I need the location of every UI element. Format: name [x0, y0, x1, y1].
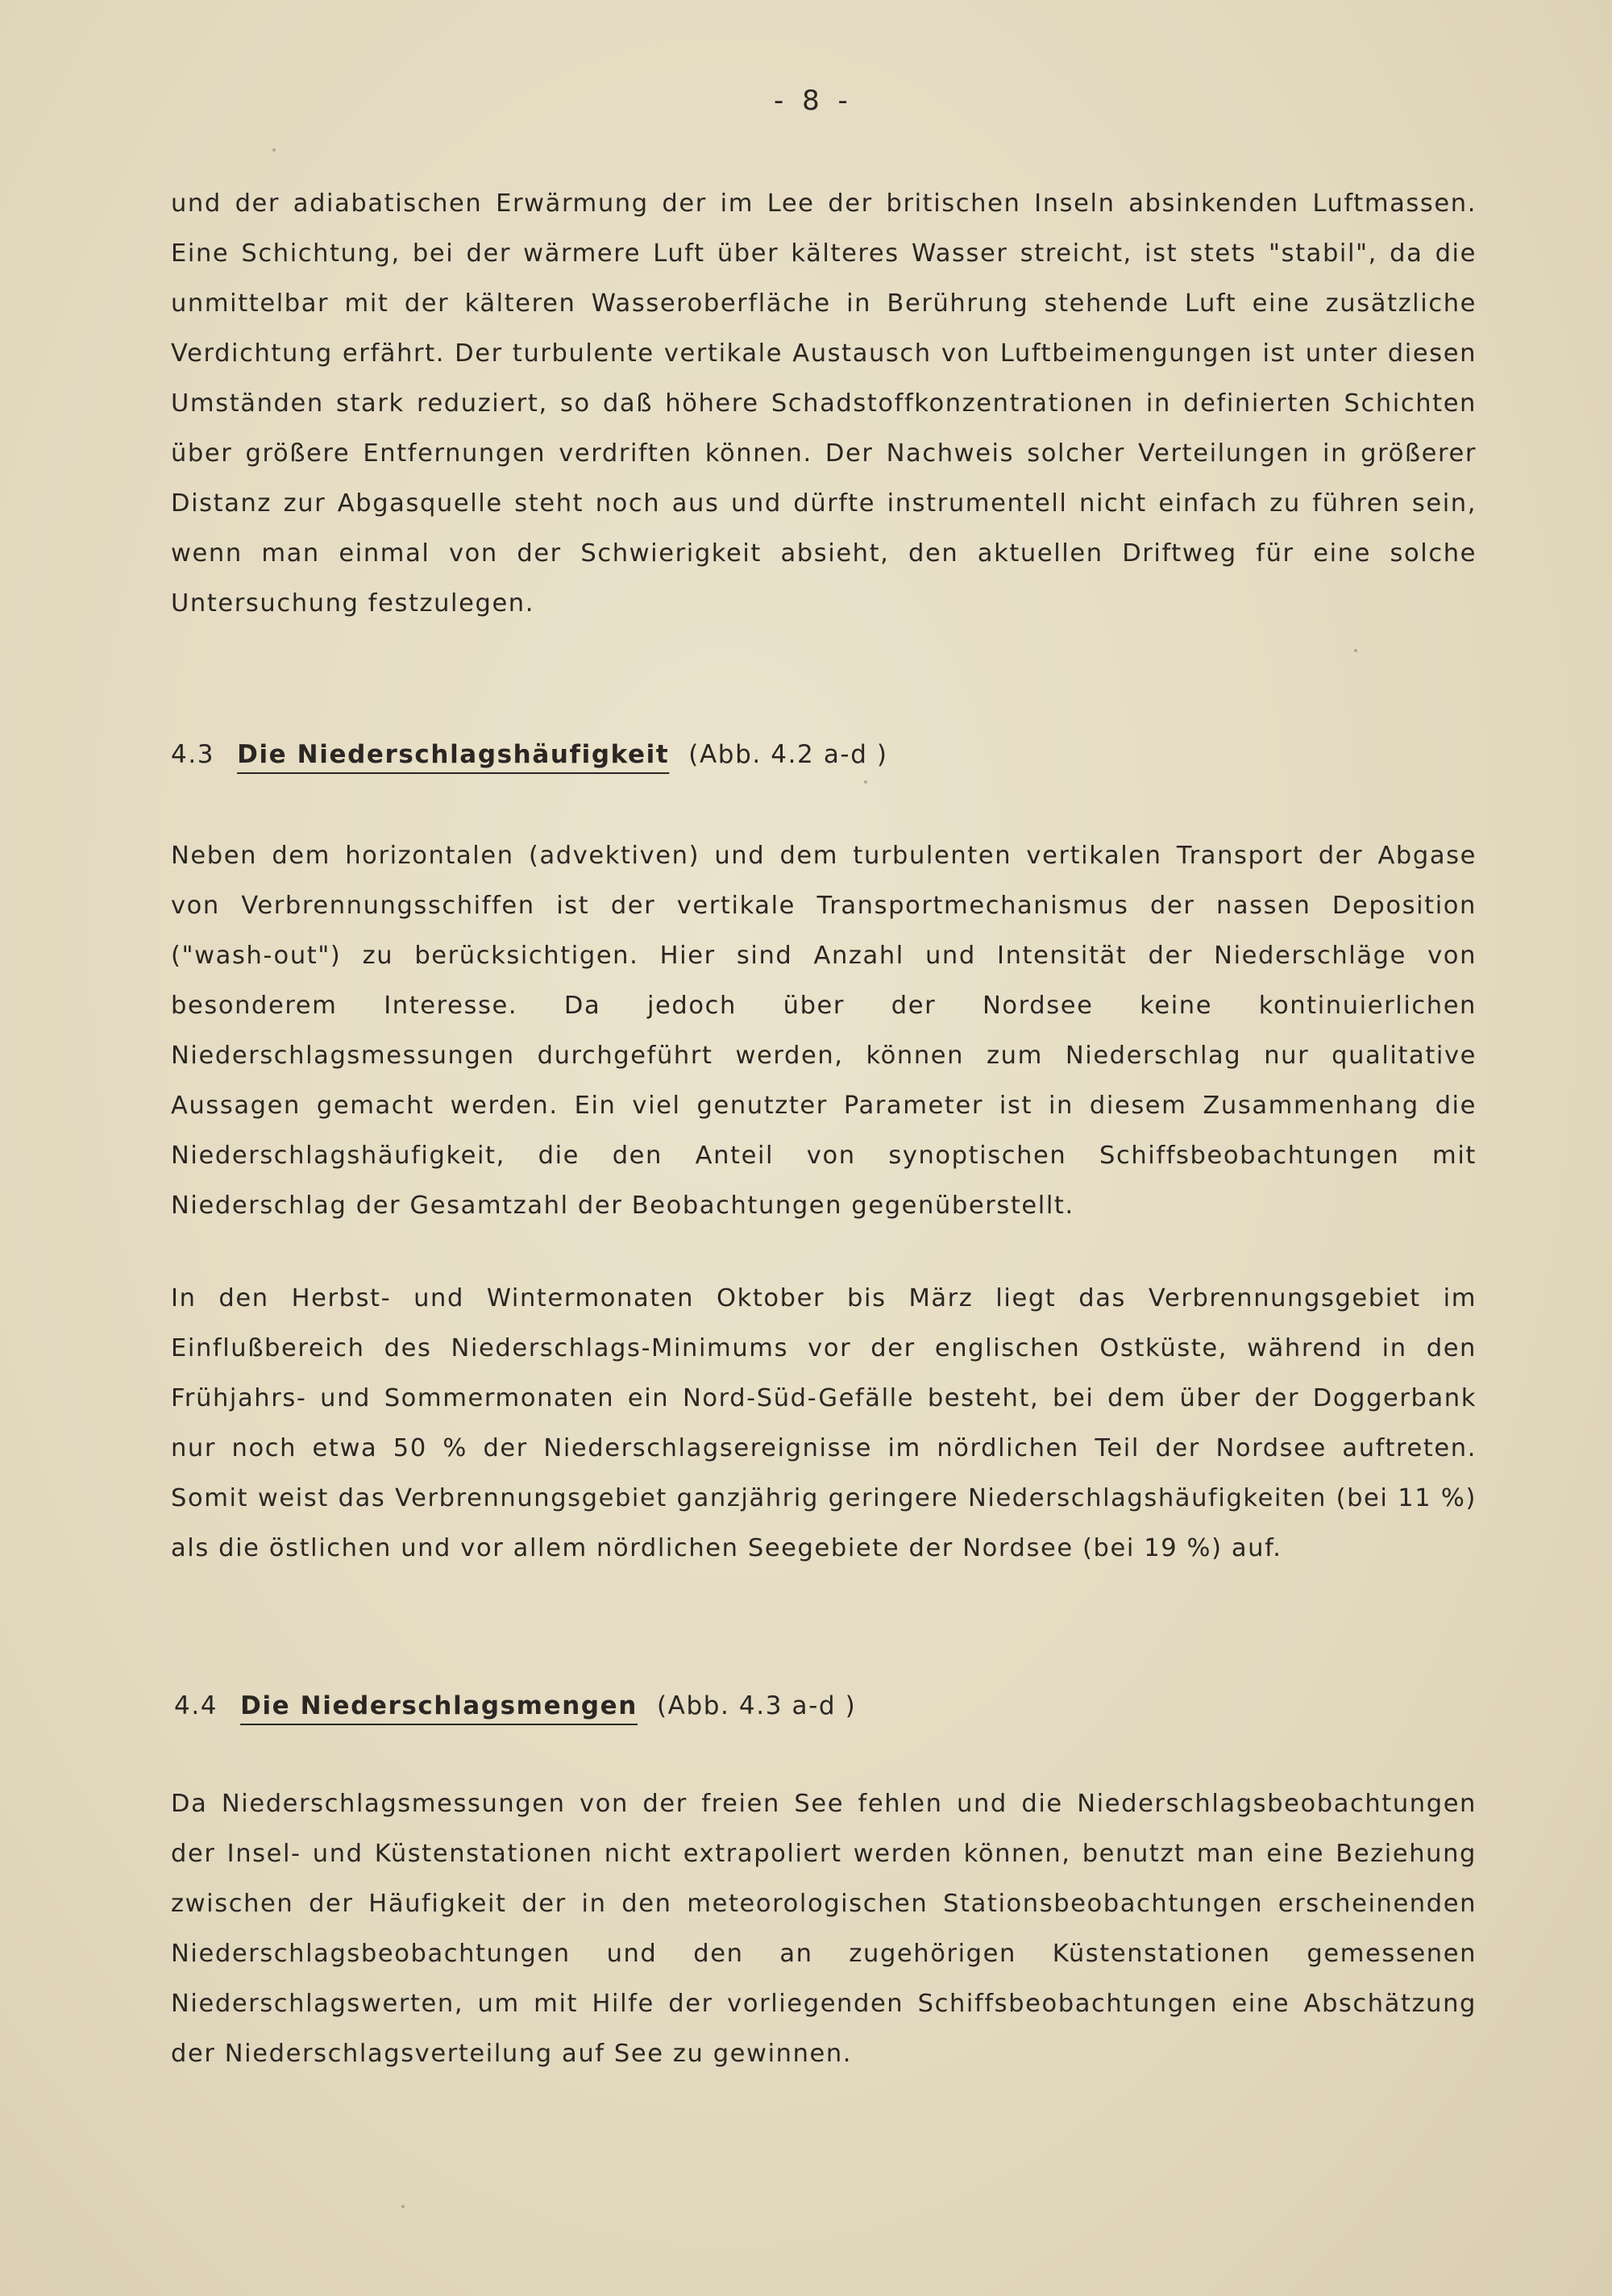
paragraph-wet-deposition: Neben dem horizontalen (advektiven) und dem turbulenten vertikalen Transport der Abgase von Verbrennungsschiffen ist der vertikale Transportmechanismus der nassen Deposition ("wash-out") zu berücksichtigen. Hier sind Anzahl und Intensität der Niederschläge von besonderem Interesse. Da jedoch über der Nordsee keine kontinuierlichen Niederschlagsmessungen durchgeführt werden, können zum Niederschlag nur qualitative Aussagen gemacht werden. Ein viel genutzter Parameter ist in diesem Zusammenhang die Niederschlagshäufigkeit, die den Anteil von synoptischen Schiffsbeobachtungen mit Niederschlag der Gesamtzahl der Beobachtungen gegenüberstellt. — [171, 842, 1477, 1220]
paper-speck — [1354, 649, 1357, 652]
figure-reference: (Abb. 4.2 a-d ) — [688, 740, 888, 769]
paragraph-precipitation-estimate: Da Niederschlagsmessungen von der freien See fehlen und die Niederschlagsbeobachtungen der Insel- und Küstenstationen nicht extrapoliert werden können, benutzt man eine Beziehung zwischen der Häufigkeit der in den meteorologischen Stationsbeobachtungen erscheinenden Niederschlagsbeobachtungen und den an zugehörigen Küstenstationen gemessenen Niederschlagswerten, um mit Hilfe der vorliegenden Schiffsbeobachtungen eine Abschätzung der Niederschlagsverteilung auf See zu gewinnen. — [171, 1790, 1477, 2068]
paragraph-stable-stratification: und der adiabatischen Erwärmung der im Lee der britischen Inseln absinkenden Luftmassen. Eine Schichtung, bei der wärmere Luft über kälteres Wasser streicht, ist stets "stabil", da die unmittelbar mit der kälteren Wasseroberfläche in Berührung stehende Luft eine zusätzliche Verdichtung erfährt. Der turbulente vertikale Austausch von Luftbeimengungen ist unter diesen Umständen stark reduziert, so daß höhere Schadstoffkonzentrationen in definierten Schichten über größere Entfernungen verdriften können. Der Nachweis solcher Verteilungen in größerer Distanz zur Abgasquelle steht noch aus und dürfte instrumentell nicht einfach zu führen sein, wenn man einmal von der Schwierigkeit absieht, den aktuellen Driftweg für eine solche Untersuchung festzulegen. — [171, 189, 1477, 618]
paper-speck — [864, 780, 867, 784]
figure-reference: (Abb. 4.3 a-d ) — [656, 1691, 857, 1720]
paper-speck — [401, 2205, 405, 2208]
page-number: - 8 - — [774, 85, 853, 117]
paper-speck — [272, 148, 276, 152]
section-title: Die Niederschlagsmengen — [240, 1691, 638, 1720]
section-heading-4-4 — [174, 1691, 856, 1720]
section-number: 4.4 — [174, 1691, 218, 1720]
paragraph-seasonal-frequency: In den Herbst- und Wintermonaten Oktober bis März liegt das Verbrennungsgebiet im Einflußbereich des Niederschlags-Minimums vor der englischen Ostküste, während in den Frühjahrs- und Sommermonaten ein Nord-Süd-Gefälle besteht, bei dem über der Doggerbank nur noch etwa 50 % der Niederschlagsereignisse im nördlichen Teil der Nordsee auftreten. Somit weist das Verbrennungsgebiet ganzjährig geringere Niederschlagshäufigkeiten (bei 11 %) als die östlichen und vor allem nördlichen Seegebiete der Nordsee (bei 19 %) auf. — [171, 1284, 1477, 1562]
section-title: Die Niederschlagshäufigkeit — [237, 740, 670, 769]
section-number: 4.3 — [171, 740, 215, 769]
section-heading-4-3 — [171, 740, 888, 769]
